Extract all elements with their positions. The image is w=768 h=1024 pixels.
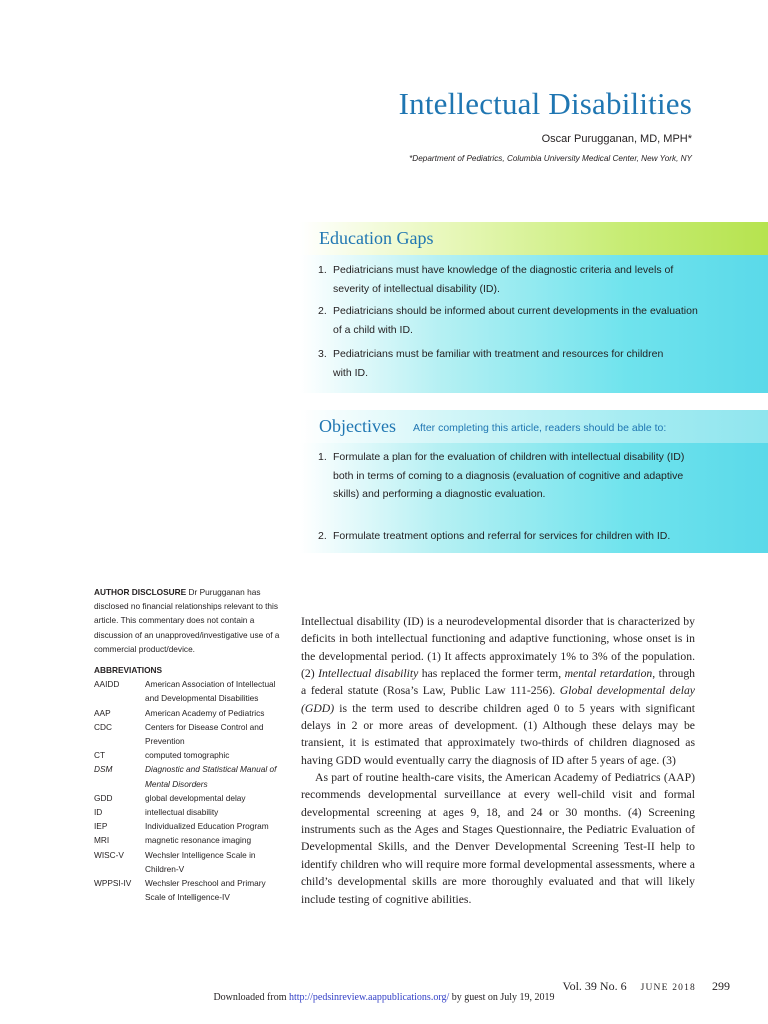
abbreviation-row xyxy=(94,748,284,762)
list-number: 3. xyxy=(318,348,327,360)
list-text: Pediatricians should be informed about current developments in the evaluation of a child with ID. xyxy=(333,305,698,336)
education-gap-item xyxy=(318,302,703,339)
author-affiliation: *Department of Pediatrics, Columbia University Medical Center, New York, NY xyxy=(409,154,692,163)
list-number: 2. xyxy=(318,305,327,317)
body-paragraph xyxy=(301,613,695,769)
volume-issue: Vol. 39 No. 6 xyxy=(562,979,627,993)
author-name: Oscar Purugganan, MD, MPH* xyxy=(541,133,692,145)
abbreviation-key: IEP xyxy=(94,821,108,832)
abbreviation-row xyxy=(94,762,284,790)
abbreviation-value: American Academy of Pediatrics xyxy=(145,707,265,718)
abbreviation-value: computed tomographic xyxy=(145,750,230,761)
abbreviation-value: American Association of Intellectual and Developmental Disabilities xyxy=(145,679,276,704)
abbreviation-key: ID xyxy=(94,807,103,818)
page-number: 299 xyxy=(712,979,730,993)
article-body xyxy=(301,613,695,908)
abbreviation-value: magnetic resonance imaging xyxy=(145,835,252,846)
abbreviation-key: AAP xyxy=(94,707,111,718)
objective-item xyxy=(318,448,703,504)
list-number: 1. xyxy=(318,451,327,463)
list-text: Formulate treatment options and referral for services for children with ID. xyxy=(333,530,671,542)
abbreviation-row xyxy=(94,819,284,833)
abbreviation-value: Individualized Education Program xyxy=(145,821,269,832)
abbreviation-key: MRI xyxy=(94,835,110,846)
body-paragraph: As part of routine health-care visits, the American Academy of Pediatrics (AAP) recommends developmental surveillance at every well-child visit and formal developmental screening at ages 9, 18, and 24 or 30 months. (4) Screening instruments such as the Ages and Stages Questionnaire, the Pediatric Evaluation of Developmental Skills, and the Denver Developmental Screening Test-II help to identify children who will require more formal developmental assessments, where a child’s developmental skills are more thoroughly evaluated and that will likely include testing of cognitive abilities. xyxy=(301,771,695,906)
objectives-title: Objectives xyxy=(319,416,396,436)
abbreviation-key: AAIDD xyxy=(94,679,120,690)
abbreviation-key: WPPSI-IV xyxy=(94,878,132,889)
abbreviation-row xyxy=(94,791,284,805)
abbreviation-value: Wechsler Intelligence Scale in Children-V xyxy=(145,849,256,874)
abbreviation-row xyxy=(94,833,284,847)
body-text-run: has replaced the former term, xyxy=(418,667,565,681)
disclosure-text: Dr Purugganan has disclosed no financial relationships relevant to this article. This commentary does not contain a discussion of an unapproved/investigative use of a commercial product/device. xyxy=(94,587,280,654)
abbreviation-key: DSM xyxy=(94,764,113,775)
author-disclosure xyxy=(94,585,284,656)
abbreviation-row xyxy=(94,876,284,904)
education-gaps-title: Education Gaps xyxy=(319,228,434,248)
list-number: 1. xyxy=(318,264,327,276)
body-text-run: Intellectual disability (ID) is a neurodevelopmental disorder that is characterized by deficits in both intellectual functioning and adaptive functioning, whose onset is in the developmental period. (1) It affects approximately 1% to 3% of the population. (2) xyxy=(301,615,695,681)
abbreviation-row xyxy=(94,706,284,720)
body-italic-term: Intellectual disability xyxy=(318,667,419,681)
list-text: Formulate a plan for the evaluation of children with intellectual disability (ID) both in terms of coming to a diagnosis (evaluation of cognitive and adaptive skills) and performing a diagnostic evaluation. xyxy=(333,451,685,500)
download-suffix: by guest on July 19, 2019 xyxy=(449,992,555,1003)
body-italic-term: mental retardation xyxy=(564,667,653,681)
objectives-subtitle: After completing this article, readers should be able to: xyxy=(413,422,667,434)
body-text-run: is the term used to describe children aged 0 to 5 years with significant delays in 2 or more areas of development. (1) Although these delays may be transient, it is estimated that approximately two-thirds of children diagnosed as having GDD would eventually carry the diagnosis of ID after 5 years of age. (3) xyxy=(301,701,695,767)
education-gap-item xyxy=(318,261,703,298)
download-notice xyxy=(0,992,768,1003)
article-title: Intellectual Disabilities xyxy=(398,86,692,121)
body-italic-term: Global developmental delay (GDD) xyxy=(301,684,695,715)
list-text: Pediatricians must have knowledge of the diagnostic criteria and levels of severity of intellectual disability (ID). xyxy=(333,264,674,295)
abbreviation-value: Centers for Disease Control and Prevention xyxy=(145,721,264,747)
download-link[interactable]: http://pedsinreview.aappublications.org/ xyxy=(289,992,450,1003)
abbreviations-label: ABBREVIATIONS xyxy=(94,665,163,675)
abbreviation-value: intellectual disability xyxy=(145,807,219,818)
body-text-run: , through a federal statute (Rosa’s Law, Public Law 111-256). xyxy=(301,667,696,698)
abbreviation-key: CDC xyxy=(94,721,112,732)
abbreviations-list xyxy=(94,663,284,904)
abbreviation-value: Diagnostic and Statistical Manual of Mental Disorders xyxy=(145,764,277,789)
list-text: Pediatricians must be familiar with treatment and resources for children with ID. xyxy=(333,348,664,379)
disclosure-label: AUTHOR DISCLOSURE xyxy=(94,587,187,597)
abbreviation-row xyxy=(94,805,284,819)
education-gap-item xyxy=(318,345,678,382)
abbreviation-value: Wechsler Preschool and Primary Scale of Intelligence-IV xyxy=(145,878,266,903)
objective-item xyxy=(318,527,718,546)
abbreviation-key: GDD xyxy=(94,792,113,803)
download-prefix: Downloaded from xyxy=(213,992,289,1003)
abbreviation-value: global developmental delay xyxy=(145,792,246,803)
abbreviation-row xyxy=(94,720,284,748)
abbreviation-key: CT xyxy=(94,750,106,761)
issue-date: JUNE 2018 xyxy=(640,983,696,993)
abbreviation-row xyxy=(94,848,284,876)
abbreviation-row xyxy=(94,677,284,705)
abbreviation-key: WISC-V xyxy=(94,849,124,860)
list-number: 2. xyxy=(318,530,327,542)
